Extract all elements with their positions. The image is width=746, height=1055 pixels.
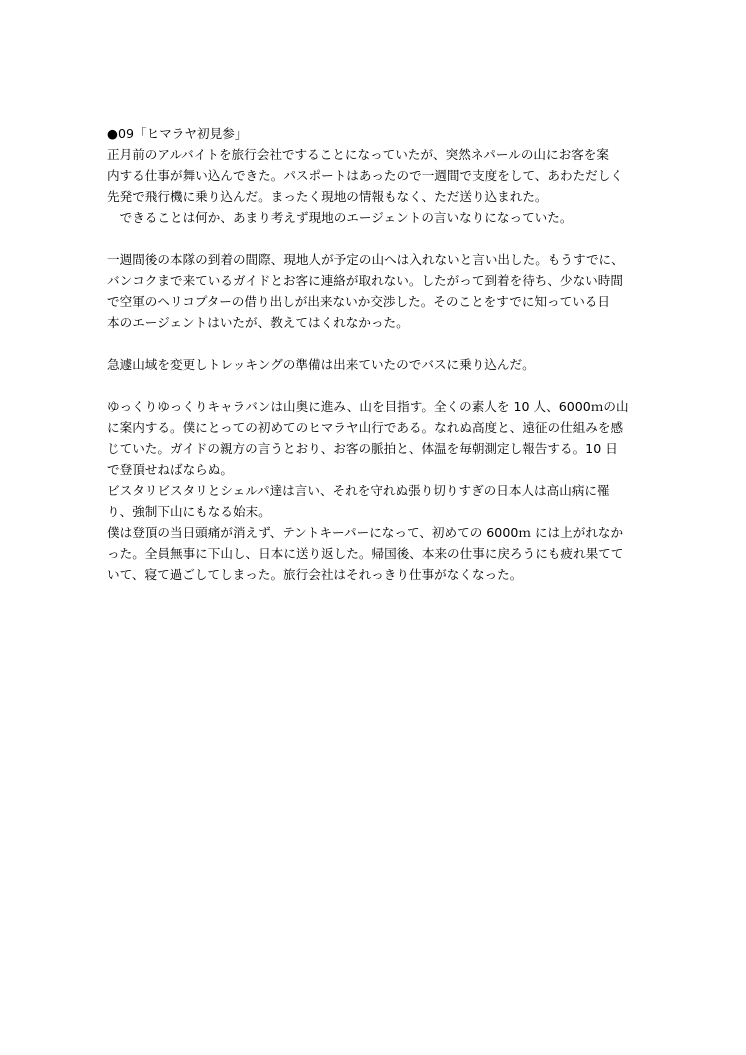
text-line: 本のエージェントはいたが、教えてはくれなかった。 (107, 315, 409, 330)
text-line: ゆっくりゆっくりキャラバンは山奥に進み、山を目指す。全くの素人を 10 人、6000ｍの山 (107, 399, 629, 414)
text-line: じていた。ガイドの親方の言うとおり、お客の脈拍と、体温を毎朝測定し報告する。10 日 (107, 441, 618, 456)
section-title: ●09「ヒマラヤ初見参」 (107, 126, 248, 141)
text-line: ビスタリビスタリとシェルパ達は言い、それを守れぬ張り切りすぎの日本人は高山病に罹 (107, 483, 610, 498)
paragraph-4 (107, 396, 647, 585)
text-line: った。全員無事に下山し、日本に送り返した。帰国後、本来の仕事に戻ろうにも疲れ果てて (107, 546, 624, 561)
paragraph-3 (107, 354, 647, 375)
paragraph-2 (107, 249, 647, 333)
text-line: 僕は登頂の当日頭痛が消えず、テントキーパーになって、初めての 6000ｍ には上がれなか (107, 525, 624, 540)
paragraph-gap (107, 228, 647, 249)
text-line: 一週間後の本隊の到着の間際、現地人が予定の山へは入れないと言い出した。もうすでに、 (107, 252, 624, 267)
text-line: 先発で飛行機に乗り込んだ。まったく現地の情報もなく、ただ送り込まれた。 (107, 189, 548, 204)
text-line: り、強制下山にもなる始末。 (107, 504, 271, 519)
text-line: 正月前のアルバイトを旅行会社ですることになっていたが、突然ネパールの山にお客を案 (107, 147, 609, 162)
text-line: できることは何か、あまり考えず現地のエージェントの言いなりになっていた。 (107, 210, 573, 225)
paragraph-gap (107, 375, 647, 396)
text-line: に案内する。僕にとっての初めてのヒマラヤ山行である。なれぬ高度と、遠征の仕組みを感 (107, 420, 624, 435)
text-line: バンコクまで来ているガイドとお客に連絡が取れない。したがって到着を待ち、少ない時間 (107, 273, 623, 288)
paragraph-gap (107, 333, 647, 354)
text-line: で空軍のヘリコプターの借り出しが出来ないか交渉した。そのことをすでに知っている日 (107, 294, 610, 309)
text-line: 急遽山域を変更しトレッキングの準備は出来ていたのでバスに乗り込んだ。 (107, 357, 535, 372)
text-line: 内する仕事が舞い込んできた。パスポートはあったので一週間で支度をして、あわただしく (107, 168, 623, 183)
document-body (107, 123, 647, 585)
paragraph-1 (107, 144, 647, 228)
text-line: で登頂せねばならぬ。 (107, 462, 233, 477)
text-line: いて、寝て過ごしてしまった。旅行会社はそれっきり仕事がなくなった。 (107, 567, 523, 582)
